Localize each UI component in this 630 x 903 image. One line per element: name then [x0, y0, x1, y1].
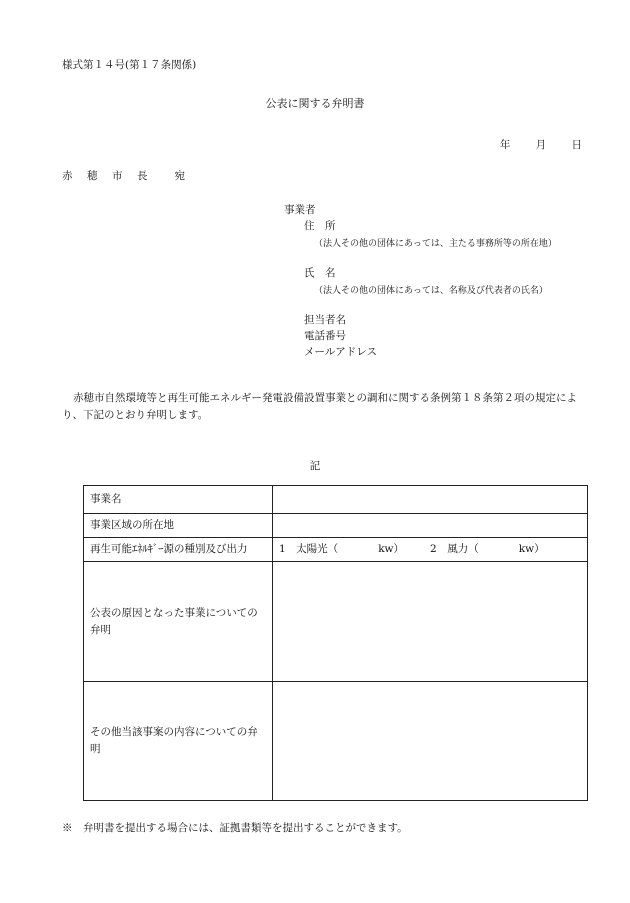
date-line — [478, 137, 582, 152]
table-row — [84, 538, 588, 562]
address-note: （法人その他の団体にあっては、主たる事務所等の所在地） — [314, 239, 557, 249]
solar-output-unit: kw） — [378, 543, 405, 555]
name-label: 氏 名 — [304, 267, 336, 279]
form-number: 様式第１４号(第１７条関係) — [62, 59, 197, 71]
address-label: 住 所 — [304, 220, 336, 232]
business-name-cell[interactable] — [273, 486, 588, 514]
energy-output-cell[interactable] — [273, 538, 588, 562]
applicant-label: 事業者 — [284, 204, 316, 216]
body-paragraph: 赤穂市自然環境等と再生可能エネルギー発電設備設置事業との調和に関する条例第１８条第２項の規定により、下記のとおり弁明します。 — [62, 392, 577, 421]
footer-note: ※ 弁明書を提出する場合には、証拠書類等を提出することができます。 — [62, 822, 408, 834]
contact-person-label: 担当者名 — [304, 314, 346, 326]
statement-table — [83, 485, 588, 801]
phone-label: 電話番号 — [304, 330, 346, 342]
table-row — [84, 682, 588, 801]
table-row — [84, 514, 588, 538]
row-label-other-explanation: その他当該事案の内容についての弁明 — [84, 682, 273, 801]
row-label-business-name: 事業名 — [84, 486, 273, 514]
name-note: （法人その他の団体にあっては、名称及び代表者の氏名） — [314, 286, 548, 296]
addressee: 赤 穂 市 長 宛 — [62, 170, 187, 182]
document-title: 公表に関する弁明書 — [265, 97, 365, 110]
cause-explanation-cell[interactable] — [273, 562, 588, 682]
date-year: 年 — [499, 139, 511, 151]
ki-heading: 記 — [309, 460, 321, 472]
location-cell[interactable] — [273, 514, 588, 538]
date-month: 月 — [535, 139, 547, 151]
wind-output-label: 2 風力（ — [430, 543, 479, 555]
row-label-location: 事業区域の所在地 — [84, 514, 273, 538]
table-row — [84, 486, 588, 514]
row-label-energy-type: 再生可能ｴﾈﾙｷﾞｰ源の種別及び出力 — [84, 538, 273, 562]
solar-output-label: 1 太陽光（ — [279, 543, 339, 555]
wind-output-unit: kw） — [518, 543, 545, 555]
table-row — [84, 562, 588, 682]
row-label-cause-explanation: 公表の原因となった事業についての弁明 — [84, 562, 273, 682]
date-day: 日 — [571, 139, 582, 151]
email-label: メールアドレス — [304, 346, 377, 358]
other-explanation-cell[interactable] — [273, 682, 588, 801]
